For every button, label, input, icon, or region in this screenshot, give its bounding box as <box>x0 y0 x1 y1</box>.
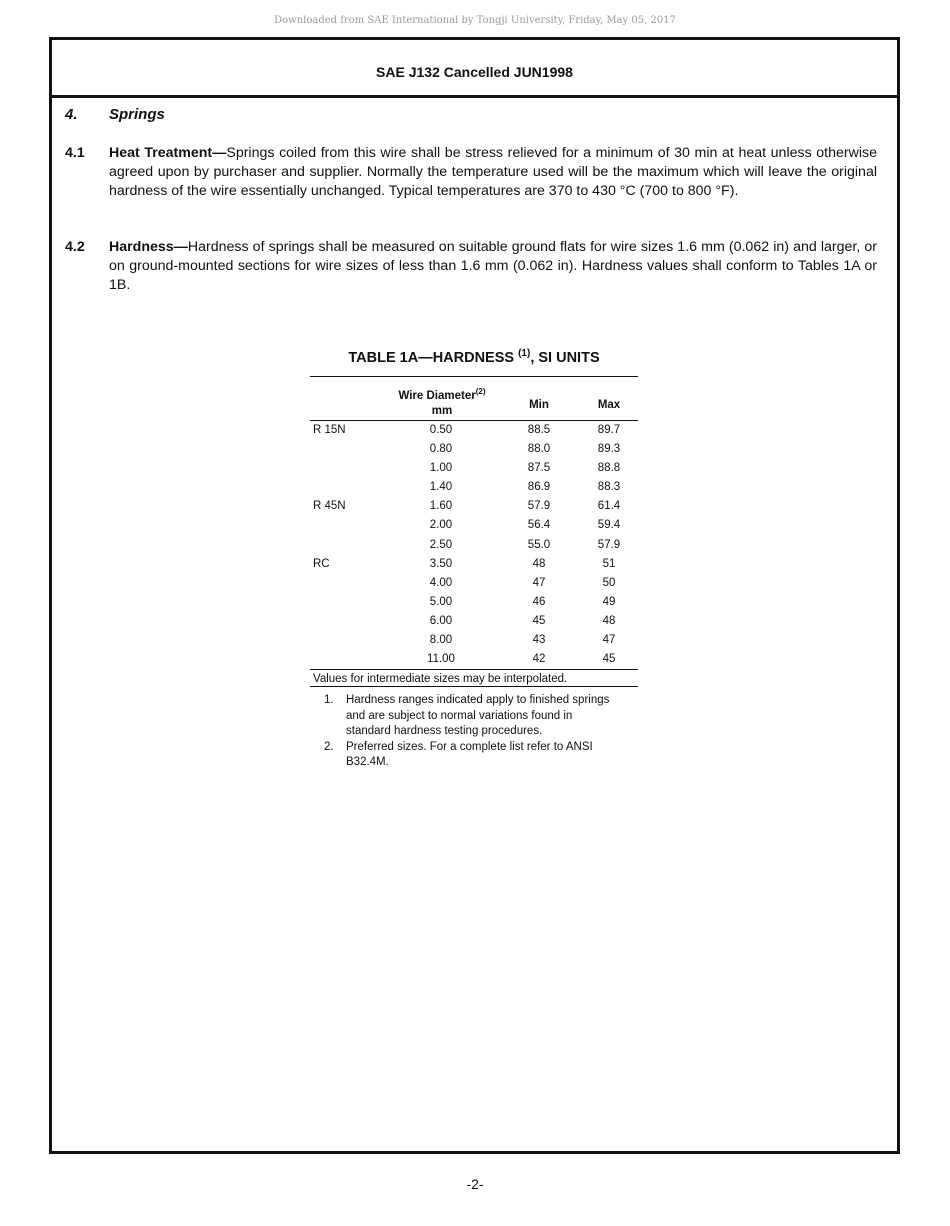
diameter-cell: 2.50 <box>429 538 453 551</box>
min-cell: 47 <box>532 576 546 589</box>
min-cell: 88.0 <box>527 443 551 456</box>
scale-cell: RC <box>313 557 330 570</box>
diameter-cell: 11.00 <box>427 653 455 666</box>
max-cell: 88.8 <box>597 462 621 475</box>
diameter-cell: 3.50 <box>429 557 453 570</box>
diameter-cell: 2.00 <box>429 519 453 532</box>
table-row <box>310 555 638 574</box>
paragraph-number: 4.1 <box>65 145 85 161</box>
min-cell: 46 <box>532 595 546 608</box>
max-cell: 59.4 <box>597 519 621 532</box>
section-title: Springs <box>109 106 165 123</box>
min-cell: 55.0 <box>527 538 551 551</box>
min-cell: 86.9 <box>527 481 551 494</box>
paragraph-heading: Heat Treatment— <box>109 145 227 161</box>
table-header <box>310 377 638 420</box>
header-min: Min <box>529 399 549 411</box>
section-heading <box>65 106 165 123</box>
max-cell: 47 <box>602 634 616 647</box>
footnote-text: Hardness ranges indicated apply to finished springs and are subject to normal variations found in standard hardness testing procedures. <box>346 694 610 738</box>
footnote <box>310 693 616 740</box>
footnote-number: 1. <box>324 694 334 707</box>
table-row <box>310 536 638 555</box>
max-cell: 88.3 <box>597 481 621 494</box>
max-cell: 45 <box>602 653 616 666</box>
paragraph-heat-treatment <box>65 144 877 201</box>
table-row <box>310 574 638 593</box>
min-cell: 43 <box>532 634 546 647</box>
diameter-cell: 8.00 <box>429 634 453 647</box>
max-cell: 51 <box>602 557 616 570</box>
table-row <box>310 459 638 478</box>
header-wire-diameter-unit: mm <box>431 404 453 417</box>
min-cell: 57.9 <box>527 500 551 513</box>
min-cell: 42 <box>532 653 546 666</box>
diameter-cell: 1.00 <box>429 462 453 475</box>
paragraph-body: Springs coiled from this wire shall be stress relieved for a minimum of 30 min at heat unless otherwise agreed upon by purchaser and supplier. Normally the temperature used will be the maximum which will leave the original hardness of the wire essentially unchanged. Typical temperatures are 370 to 430 °C (700 to 800 °F). <box>109 145 877 199</box>
table-title-suffix: , SI UNITS <box>530 349 600 366</box>
table-note: Values for intermediate sizes may be interpolated. <box>313 673 568 686</box>
document-header: SAE J132 Cancelled JUN1998 <box>52 40 897 98</box>
paragraph-number: 4.2 <box>65 239 85 255</box>
scale-cell: R 15N <box>313 424 346 436</box>
min-cell: 87.5 <box>527 462 551 475</box>
max-cell: 89.7 <box>597 424 621 436</box>
paragraph-text <box>109 144 877 201</box>
section-number: 4. <box>65 106 78 123</box>
header-footnote-ref: (2) <box>475 387 486 396</box>
table-row <box>310 612 638 631</box>
min-cell: 48 <box>532 557 546 570</box>
paragraph-hardness <box>65 238 877 295</box>
max-cell: 57.9 <box>597 538 621 551</box>
footnote <box>310 740 616 771</box>
table-title-footnote-ref: (1) <box>518 348 531 359</box>
footnote-number: 2. <box>324 740 334 753</box>
page-number: -2- <box>466 1176 484 1192</box>
min-cell: 88.5 <box>527 424 551 436</box>
diameter-cell: 1.40 <box>429 481 453 494</box>
diameter-cell: 5.00 <box>429 595 453 608</box>
header-max: Max <box>597 399 621 411</box>
table-row <box>310 440 638 459</box>
diameter-cell: 4.00 <box>429 576 453 589</box>
table-row <box>310 593 638 612</box>
table-title <box>310 348 638 376</box>
paragraph-body: Hardness of springs shall be measured on suitable ground flats for wire sizes 1.6 mm (0.062 in) and larger, or on ground-mounted sections for wire sizes of less than 1.6 mm (0.062 in). Hardness values shall conform to Tables 1A or 1B. <box>109 239 877 293</box>
table-row <box>310 478 638 497</box>
diameter-cell: 0.80 <box>429 443 453 456</box>
max-cell: 48 <box>602 614 616 627</box>
download-watermark: Downloaded from SAE International by Tongji University, Friday, May 05, 2017 <box>274 15 676 26</box>
table-footnotes <box>310 693 638 771</box>
diameter-cell: 0.50 <box>429 424 453 436</box>
max-cell: 61.4 <box>597 500 621 513</box>
max-cell: 49 <box>602 595 616 608</box>
table-row <box>310 631 638 650</box>
footnote-text: Preferred sizes. For a complete list refer to ANSI B32.4M. <box>346 740 593 769</box>
header-wire-diameter <box>380 384 504 419</box>
diameter-cell: 6.00 <box>429 614 453 627</box>
table-title-text: TABLE 1A—HARDNESS <box>348 349 519 366</box>
table-row <box>310 516 638 535</box>
min-cell: 45 <box>532 614 546 627</box>
hardness-table <box>310 348 638 771</box>
paragraph-heading: Hardness— <box>109 239 188 255</box>
scale-cell: R 45N <box>313 500 346 513</box>
table-row <box>310 650 638 669</box>
paragraph-text <box>109 238 877 295</box>
table-body <box>310 421 638 669</box>
table-row <box>310 497 638 516</box>
max-cell: 89.3 <box>597 443 621 456</box>
max-cell: 50 <box>602 576 616 589</box>
min-cell: 56.4 <box>527 519 551 532</box>
header-wire-diameter-label: Wire Diameter <box>398 389 476 402</box>
diameter-cell: 1.60 <box>429 500 453 513</box>
table-note-rule <box>310 686 638 687</box>
table-row <box>310 421 638 440</box>
